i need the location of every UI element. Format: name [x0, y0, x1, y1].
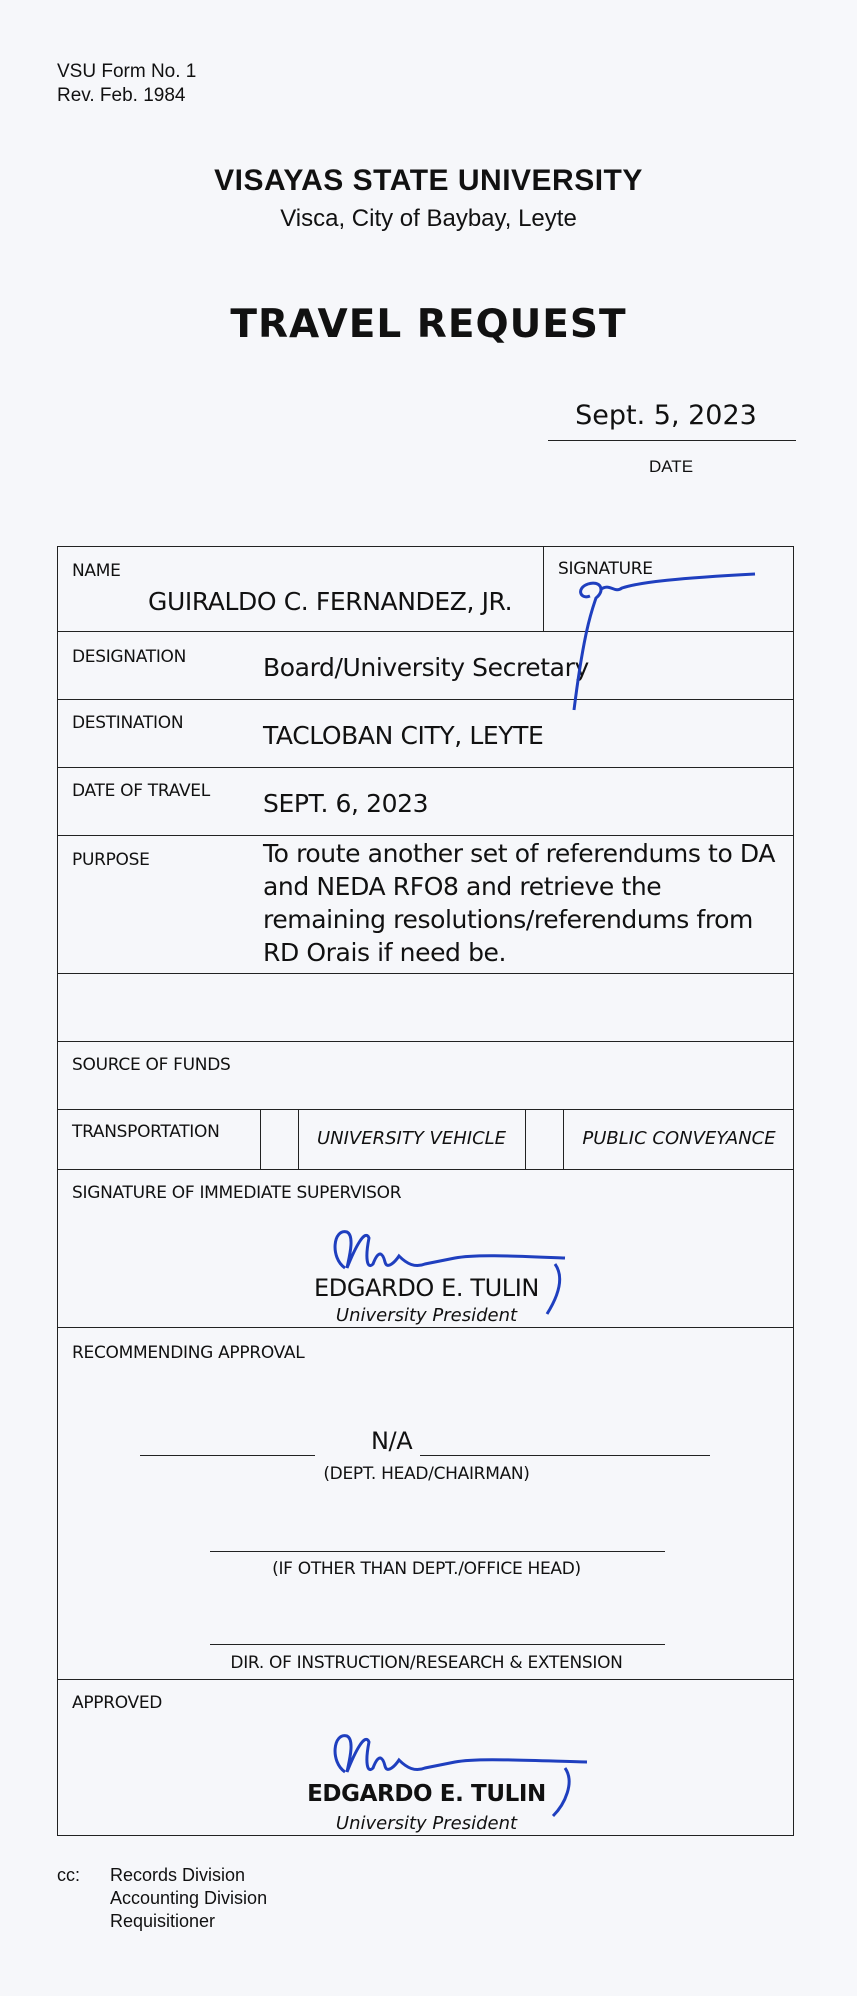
approver-title: University President	[335, 1813, 518, 1834]
date-of-travel-value: SEPT. 6, 2023	[263, 789, 429, 818]
form-number: VSU Form No. 1	[57, 61, 197, 82]
date-underline	[548, 440, 796, 441]
approver-name: EDGARDO E. TULIN	[307, 1781, 546, 1807]
column-divider	[525, 1109, 526, 1169]
university-address: Visca, City of Baybay, Leyte	[280, 205, 577, 232]
supervisor-signature-icon	[325, 1218, 595, 1328]
director-line	[210, 1644, 665, 1645]
column-divider	[543, 547, 544, 631]
purpose-value: To route another set of referendums to DA and NEDA RFO8 and retrieve the remaining resolutions/referendums from RD Orais if need be.	[263, 839, 776, 967]
other-head-line	[210, 1551, 665, 1552]
row-divider	[58, 1041, 793, 1042]
form-title: TRAVEL REQUEST	[230, 302, 627, 347]
cc-recipient: Requisitioner	[110, 1911, 216, 1931]
column-divider	[260, 1109, 261, 1169]
cc-recipient: Records Division	[110, 1865, 246, 1885]
approved-label: APPROVED	[72, 1693, 163, 1713]
purpose-label: PURPOSE	[72, 850, 150, 870]
recommending-approval-label: RECOMMENDING APPROVAL	[72, 1343, 305, 1363]
name-label: NAME	[72, 561, 121, 581]
row-divider	[58, 767, 793, 768]
dept-head-value: N/A	[371, 1427, 413, 1455]
row-divider	[58, 1109, 793, 1110]
request-date-value: Sept. 5, 2023	[575, 400, 757, 431]
transportation-label: TRANSPORTATION	[72, 1122, 220, 1142]
public-conveyance-option: PUBLIC CONVEYANCE	[582, 1128, 776, 1149]
destination-value: TACLOBAN CITY, LEYTE	[263, 721, 544, 750]
dept-head-caption: (DEPT. HEAD/CHAIRMAN)	[323, 1464, 530, 1484]
date-of-travel-label: DATE OF TRAVEL	[72, 781, 210, 801]
other-head-caption: (IF OTHER THAN DEPT./OFFICE HEAD)	[272, 1559, 581, 1579]
signature-label: SIGNATURE	[558, 559, 653, 579]
director-caption: DIR. OF INSTRUCTION/RESEARCH & EXTENSION	[230, 1653, 623, 1673]
cc-label: cc:	[57, 1865, 81, 1885]
name-value: GUIRALDO C. FERNANDEZ, JR.	[148, 587, 513, 616]
supervisor-name: EDGARDO E. TULIN	[314, 1274, 539, 1302]
dept-head-line-left	[140, 1455, 315, 1456]
destination-label: DESTINATION	[72, 713, 184, 733]
approver-signature-icon	[325, 1722, 595, 1832]
supervisor-label: SIGNATURE OF IMMEDIATE SUPERVISOR	[72, 1183, 402, 1203]
request-form-table	[57, 546, 794, 1836]
designation-value: Board/University Secretary	[263, 653, 589, 682]
cc-recipient: Accounting Division	[110, 1888, 268, 1908]
cc-block	[57, 1864, 267, 1933]
form-revision: Rev. Feb. 1984	[57, 85, 186, 106]
supervisor-title: University President	[335, 1305, 518, 1326]
form-number-block	[57, 60, 196, 108]
row-divider	[58, 1679, 793, 1680]
row-divider	[58, 973, 793, 974]
requester-signature-icon	[570, 560, 770, 720]
row-divider	[58, 1169, 793, 1170]
university-vehicle-option: UNIVERSITY VEHICLE	[316, 1128, 507, 1149]
row-divider	[58, 835, 793, 836]
date-label: DATE	[648, 457, 694, 476]
source-of-funds-label: SOURCE OF FUNDS	[72, 1055, 231, 1075]
dept-head-line-right	[420, 1455, 710, 1456]
university-name: VISAYAS STATE UNIVERSITY	[214, 164, 643, 197]
designation-label: DESIGNATION	[72, 647, 187, 667]
